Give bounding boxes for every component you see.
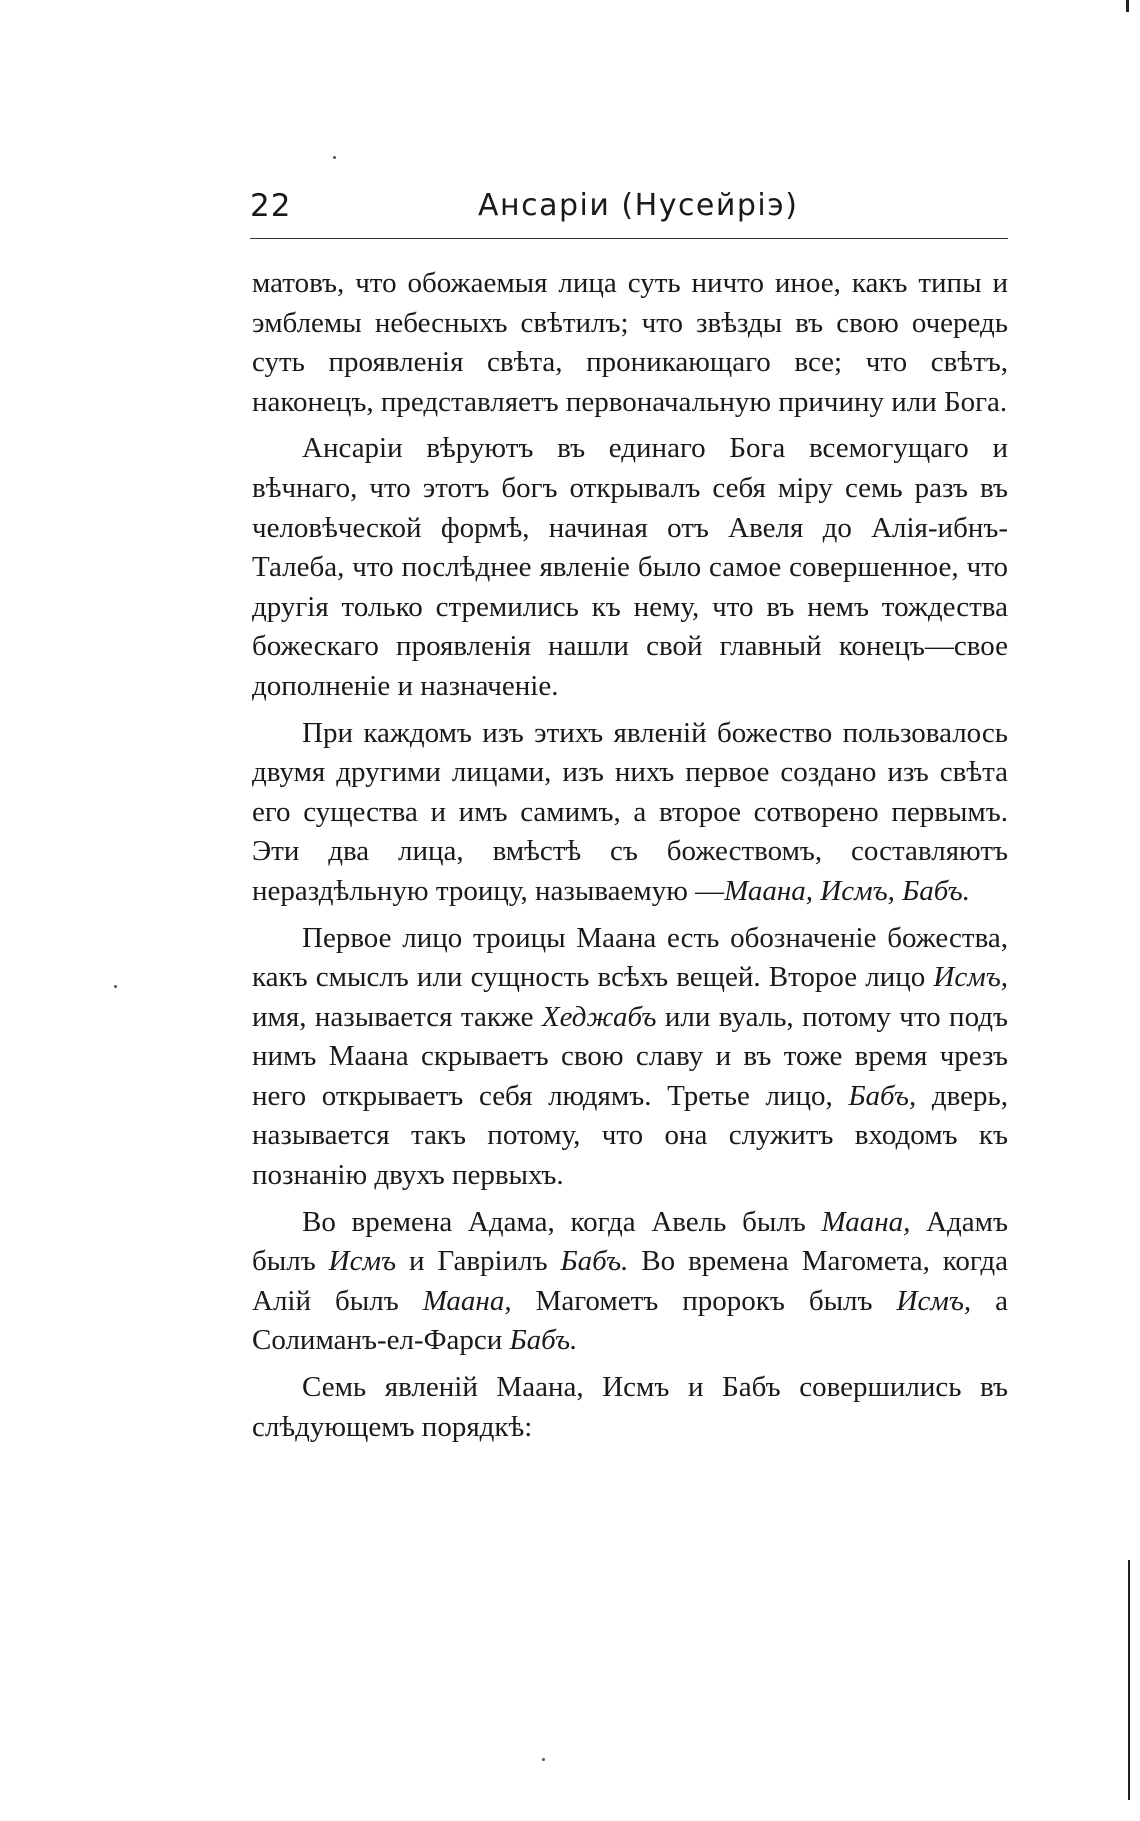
body-text bbox=[252, 264, 1008, 1454]
text-run: а Солиманъ-ел-Фарси bbox=[252, 1284, 1009, 1357]
text-run: При каждомъ изъ этихъ явленій божество пользовалось двумя другими лицами, изъ нихъ первое создано изъ свѣта его существа и имъ самимъ, а второе сотворено первымъ. Эти два лица, вмѣстѣ съ божествомъ, составляютъ нераздѣльную троицу, называемую — bbox=[252, 716, 1008, 907]
scan-edge-mark bbox=[1126, 0, 1129, 12]
paragraph bbox=[252, 1368, 1008, 1447]
italic-term: Маана, bbox=[422, 1284, 512, 1317]
paragraph bbox=[252, 919, 1008, 1196]
text-run: Семь явленій Маана, Исмъ и Бабъ совершились въ слѣдующемъ порядкѣ: bbox=[252, 1371, 1008, 1443]
text-run: Магометъ пророкъ былъ bbox=[511, 1284, 897, 1317]
text-run: Адамъ былъ bbox=[252, 1205, 1008, 1278]
text-run: имя, называется также bbox=[252, 1000, 542, 1033]
italic-term: Маана, bbox=[821, 1205, 911, 1238]
text-run: матовъ, что обожаемыя лица суть ничто иное, какъ типы и эмблемы небесныхъ свѣтилъ; что звѣзды въ свою очередь суть проявленія свѣта, проникающаго все; что свѣтъ, наконецъ, представляетъ первоначальную причину или Бога. bbox=[252, 267, 1008, 418]
text-run: Ансаріи вѣруютъ въ единаго Бога всемогущаго и вѣчнаго, что этотъ богъ открывалъ себя міру семь разъ въ человѣческой формѣ, начиная отъ Авеля до Алія-ибнъ-Талеба, что послѣднее явленіе было самое совершенное, что другія только стремились къ нему, что въ немъ тождества божескаго проявленія нашли свой главный конецъ—свое дополненіе и назначеніе. bbox=[252, 432, 1008, 702]
italic-term: Бабъ, bbox=[848, 1079, 917, 1112]
italic-term: Исмъ, bbox=[896, 1284, 972, 1317]
text-run: и Гавріилъ bbox=[396, 1245, 561, 1278]
italic-term: Бабъ. bbox=[509, 1324, 578, 1357]
page-header bbox=[250, 188, 1010, 238]
italic-term: Исмъ, bbox=[933, 961, 1008, 994]
running-title: Ансаріи (Нусейріэ) bbox=[478, 188, 799, 223]
scan-edge-line bbox=[1128, 1560, 1130, 1800]
paragraph bbox=[252, 714, 1008, 912]
italic-term: Хеджабъ bbox=[541, 1000, 657, 1033]
italic-term: Исмъ, bbox=[820, 874, 895, 907]
text-run: Во времена Магомета, когда Алій былъ bbox=[252, 1245, 1008, 1317]
page-number: 22 bbox=[250, 188, 292, 224]
italic-term: Бабъ. bbox=[560, 1245, 629, 1278]
text-run: Первое лицо троицы Маана есть обозначеніе божества, какъ смыслъ или сущность всѣхъ вещей. Второе лицо bbox=[252, 921, 1008, 994]
text-run: или вуаль, потому что подъ нимъ Маана скрываетъ свою славу и въ тоже время чрезъ него открываетъ себя людямъ. Третье лицо, bbox=[252, 1000, 1008, 1112]
italic-term: Бабъ. bbox=[902, 874, 970, 907]
paragraph bbox=[252, 429, 1008, 706]
scan-speck bbox=[333, 156, 336, 159]
text-run: дверь, называется такъ потому, что она служитъ входомъ къ познанію двухъ первыхъ. bbox=[252, 1079, 1008, 1192]
header-rule bbox=[250, 238, 1008, 239]
italic-term: Маана, bbox=[724, 874, 814, 907]
scan-speck bbox=[114, 985, 117, 988]
paragraph bbox=[252, 1203, 1008, 1361]
paragraph bbox=[252, 264, 1008, 422]
italic-term: Исмъ bbox=[328, 1245, 397, 1278]
scan-speck bbox=[542, 1758, 545, 1761]
text-run: Во времена Адама, когда Авель былъ bbox=[302, 1205, 822, 1238]
